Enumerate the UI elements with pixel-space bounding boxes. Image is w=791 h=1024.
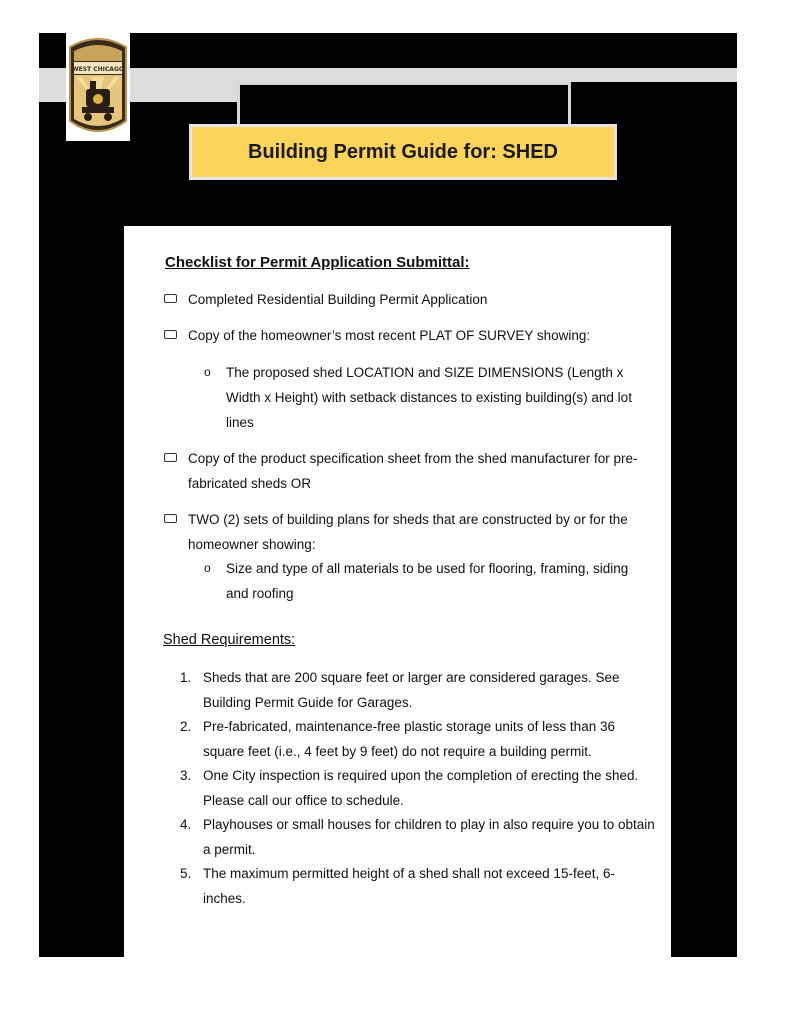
title-tab [237,82,571,126]
requirement-item [180,666,655,715]
checkbox-icon[interactable] [164,453,177,462]
checkbox-icon[interactable] [164,514,177,523]
requirement-item [180,862,655,911]
requirement-item [180,715,655,764]
requirement-item [180,813,655,862]
requirement-number: 3. [180,768,192,783]
requirement-number: 5. [180,866,192,881]
checklist-item-text: Copy of the homeowner’s most recent PLAT OF SURVEY showing: [188,328,591,343]
sub-list-item [204,556,654,606]
checklist-heading: Checklist for Permit Application Submittal: [165,254,470,271]
requirement-number: 4. [180,817,192,832]
checklist-item [164,446,664,496]
checklist-item [164,507,664,557]
west-chicago-logo [66,33,130,141]
sub-list-item-text: Size and type of all materials to be used for flooring, framing, siding and roofing [226,561,629,601]
checklist-item [164,323,664,348]
checkbox-icon[interactable] [164,330,177,339]
requirement-number: 2. [180,719,192,734]
checklist-item-text: Completed Residential Building Permit Application [188,292,488,307]
svg-text:WEST CHICAGO: WEST CHICAGO [72,66,124,73]
checkbox-icon[interactable] [164,294,177,303]
requirement-text: Sheds that are 200 square feet or larger are considered garages. See Building Permit Guide for Garages. [203,670,620,710]
requirement-text: The maximum permitted height of a shed shall not exceed 15-feet, 6-inches. [203,866,615,906]
sub-list-item [204,360,654,435]
checklist-item-text: Copy of the product specification sheet from the shed manufacturer for pre-fabricated sheds OR [188,451,638,491]
checklist-item-text: TWO (2) sets of building plans for sheds that are constructed by or for the homeowner showing: [188,512,628,552]
bullet-icon: o [204,561,211,575]
requirement-text: Pre-fabricated, maintenance-free plastic storage units of less than 36 square feet (i.e., 4 feet by 9 feet) do not require a building permit. [203,719,615,759]
requirement-text: One City inspection is required upon the completion of erecting the shed. Please call our office to schedule. [203,768,639,808]
checklist-item [164,287,664,312]
bullet-icon: o [204,365,211,379]
title-banner [189,124,617,180]
page-title: Building Permit Guide for: SHED [247,140,558,163]
content-panel [124,226,671,957]
requirements-heading: Shed Requirements: [163,632,296,648]
gray-band [39,68,737,82]
sub-list-item-text: The proposed shed LOCATION and SIZE DIMENSIONS (Length x Width x Height) with setback distances to existing building(s) and lot lines [226,365,632,430]
requirement-text: Playhouses or small houses for children to play in also require you to obtain a permit. [203,817,655,857]
requirement-number: 1. [180,670,192,685]
requirements-list [180,666,655,911]
requirement-item [180,764,655,813]
